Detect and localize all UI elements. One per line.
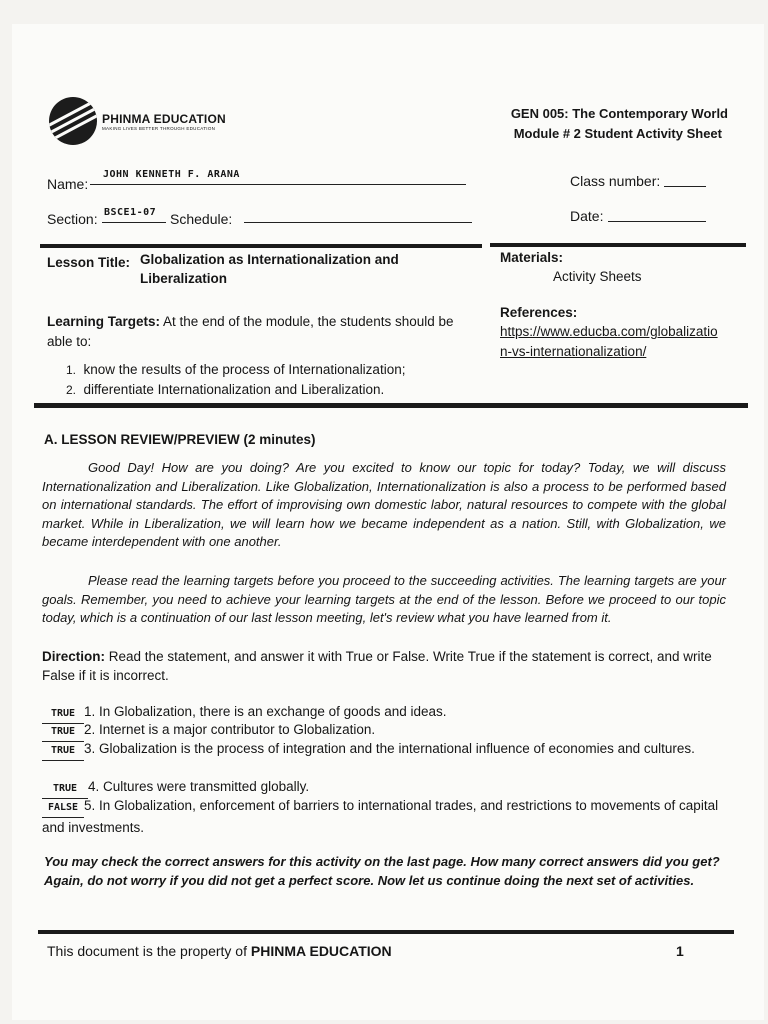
footer-property-prefix: This document is the property of	[47, 943, 247, 959]
answer-3[interactable]: TRUE	[42, 741, 84, 761]
phinma-logo-icon	[49, 97, 97, 145]
date-line[interactable]	[608, 221, 706, 222]
learning-targets-text: At the end of the module, the students should be able to:	[47, 314, 454, 349]
lesson-title-line2: Liberalization	[140, 271, 228, 286]
direction-text: Read the statement, and answer it with True or False. Write True if the statement is correct, and write False if it is incorrect.	[42, 649, 712, 683]
footer-property-owner: PHINMA EDUCATION	[250, 943, 392, 959]
direction-block	[42, 647, 726, 685]
section-line	[102, 222, 166, 223]
name-line	[90, 184, 466, 185]
course-title: GEN 005: The Contemporary World	[510, 106, 728, 121]
lesson-title-label: Lesson Title:	[47, 255, 131, 270]
answer-2[interactable]: TRUE	[42, 722, 84, 742]
section-value[interactable]: BSCE1-07	[104, 207, 157, 218]
quiz-item-3: TRUE 3. Globalization is the process of integration and the international influence of economies and cultures.	[42, 739, 726, 761]
schedule-label: Schedule:	[170, 211, 233, 227]
answer-1[interactable]: TRUE	[42, 704, 84, 724]
brand-name: PHINMA EDUCATION	[102, 112, 226, 126]
brand-tagline: MAKING LIVES BETTER THROUGH EDUCATION	[102, 126, 216, 131]
date-label: Date:	[570, 208, 604, 224]
answer-4[interactable]: TRUE	[42, 779, 88, 799]
lesson-bottom-rule	[34, 403, 748, 408]
class-number-line[interactable]	[664, 186, 706, 187]
reference-link-line1[interactable]: https://www.educba.com/globalizatio	[500, 324, 718, 339]
target-item-2: 2. differentiate Internationalization and Liberalization.	[66, 382, 385, 397]
references-label: References:	[500, 305, 578, 320]
section-a-heading: A. LESSON REVIEW/PREVIEW (2 minutes)	[44, 432, 316, 447]
footer-property	[47, 943, 392, 959]
lesson-title-line1: Globalization as Internationalization and	[140, 252, 399, 267]
target-item-1: 1. know the results of the process of Internationalization;	[66, 362, 406, 377]
quiz-item-5: FALSE 5. In Globalization, enforcement of barriers to international trades, and restrictions to movements of capital and investments.	[42, 798, 719, 835]
module-title: Module # 2 Student Activity Sheet	[513, 126, 722, 141]
instructions-paragraph: Please read the learning targets before you proceed to the succeeding activities. The learning targets are your goals. Remember, you need to achieve your learning targets at the end of the lesson. Before we proceed to our topic today, which is a continuation of our last lesson meeting, let's review what you have learned from it.	[42, 573, 726, 625]
direction-label: Direction:	[42, 649, 106, 664]
schedule-line[interactable]	[244, 222, 472, 223]
materials-top-rule	[490, 243, 746, 247]
intro-paragraph: Good Day! How are you doing? Are you excited to know our topic for today? Today, we will discuss Internationalization and Liberalization. Like Globalization, Internationalization is also a process to be performed based on international standards. The effort of improvising own domestic labor, natural resources to compete with the global market. While in Liberalization, we will learn how we became independent as a nation. Still, with Globalization, we became interdependent with one another.	[42, 460, 726, 549]
class-number-label: Class number:	[570, 173, 661, 189]
closing-note: You may check the correct answers for this activity on the last page. How many correct answers did you get? Again, do not worry if you did not get a perfect score. Now let us continue doing the next set of activities.	[44, 854, 720, 888]
section-label: Section:	[47, 211, 98, 227]
lesson-top-rule	[40, 244, 482, 248]
materials-label: Materials:	[500, 250, 564, 265]
quiz-item-4: TRUE 4. Cultures were transmitted globally.	[42, 777, 726, 799]
quiz-item-1: TRUE 1. In Globalization, there is an exchange of goods and ideas.	[42, 702, 726, 724]
footer-rule	[38, 930, 734, 934]
name-label: Name:	[47, 176, 89, 192]
materials-value: Activity Sheets	[553, 269, 642, 284]
reference-link-line2[interactable]: n-vs-internationalization/	[500, 344, 647, 359]
answer-5[interactable]: FALSE	[42, 798, 84, 818]
page-number: 1	[676, 943, 684, 959]
name-value[interactable]: JOHN KENNETH F. ARANA	[103, 169, 240, 180]
learning-targets-intro	[47, 312, 477, 352]
quiz-item-2: TRUE 2. Internet is a major contributor to Globalization.	[42, 720, 726, 742]
learning-targets-label: Learning Targets:	[47, 314, 161, 329]
